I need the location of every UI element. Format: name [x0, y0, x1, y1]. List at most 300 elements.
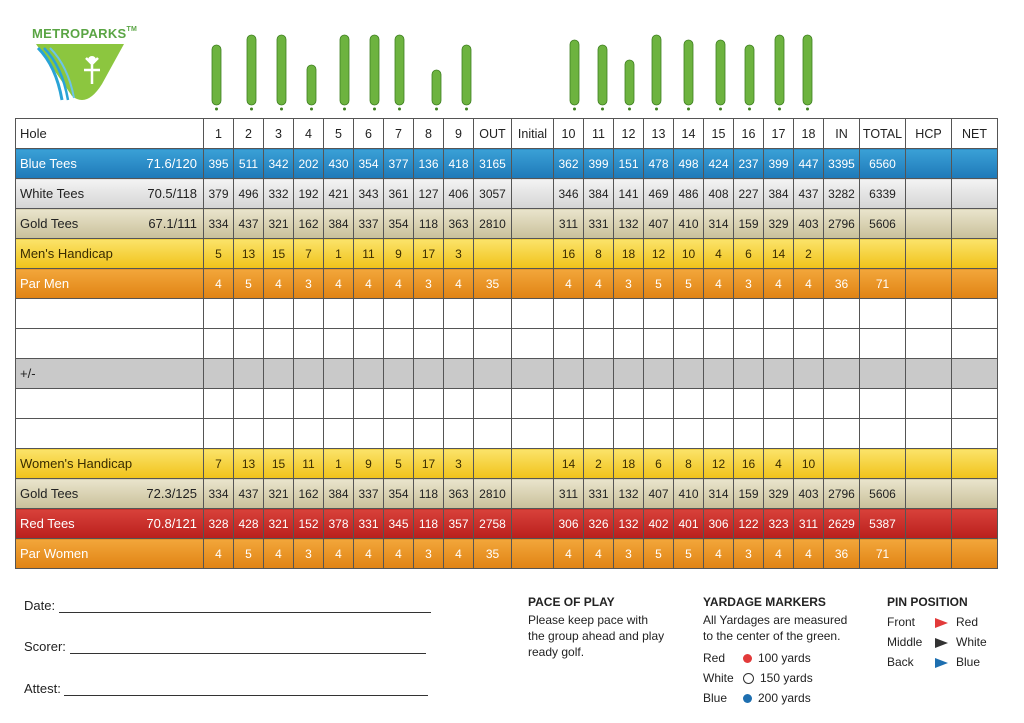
pin-pos-name: Back [887, 655, 914, 669]
score-entry-cell[interactable] [860, 359, 906, 389]
hole-diagram-icon [432, 70, 441, 111]
score-entry-cell[interactable] [906, 329, 952, 359]
score-entry-cell[interactable] [324, 299, 354, 329]
score-entry-cell[interactable] [554, 359, 584, 389]
table-cell: 16 [734, 449, 764, 479]
row-name: Par Women [20, 546, 89, 561]
header-cell: 13 [644, 119, 674, 149]
table-cell: 3395 [824, 149, 860, 179]
score-entry-cell[interactable] [384, 389, 414, 419]
table-cell: 4 [764, 269, 794, 299]
score-entry-cell[interactable] [734, 419, 764, 449]
table-cell: 337 [354, 479, 384, 509]
score-entry-cell[interactable] [952, 329, 998, 359]
score-entry-cell[interactable] [234, 299, 264, 329]
table-cell: 18 [614, 449, 644, 479]
score-entry-cell[interactable] [794, 329, 824, 359]
pace-line-2: the group ahead and play [528, 629, 665, 643]
score-entry-cell[interactable] [704, 299, 734, 329]
score-entry-cell[interactable] [354, 329, 384, 359]
pace-of-play [528, 594, 664, 660]
table-cell: 141 [614, 179, 644, 209]
score-entry-cell[interactable] [204, 359, 234, 389]
score-entry-cell[interactable] [324, 329, 354, 359]
row-label [16, 509, 204, 539]
score-entry-cell[interactable] [354, 389, 384, 419]
pin-item [887, 652, 987, 672]
score-entry-cell[interactable] [952, 359, 998, 389]
table-cell: 357 [444, 509, 474, 539]
table-cell: 334 [204, 209, 234, 239]
hole-diagram-icon [775, 35, 784, 111]
table-cell: 2 [794, 239, 824, 269]
date-field[interactable] [24, 598, 431, 613]
score-entry-cell[interactable] [584, 419, 614, 449]
score-entry-cell[interactable] [512, 329, 554, 359]
table-cell [906, 209, 952, 239]
score-entry-cell[interactable] [414, 359, 444, 389]
table-cell: 323 [764, 509, 794, 539]
score-entry-cell[interactable] [824, 419, 860, 449]
row-label [16, 179, 204, 209]
table-cell: 311 [554, 209, 584, 239]
table-cell [952, 539, 998, 569]
row-label [16, 269, 204, 299]
table-cell: 152 [294, 509, 324, 539]
header-cell: 7 [384, 119, 414, 149]
score-entry-cell[interactable] [324, 389, 354, 419]
pace-title: PACE OF PLAY [528, 595, 615, 609]
table-cell: 379 [204, 179, 234, 209]
score-entry-cell[interactable] [906, 419, 952, 449]
score-entry-cell[interactable] [824, 389, 860, 419]
score-entry-cell[interactable] [512, 389, 554, 419]
table-cell: 331 [354, 509, 384, 539]
score-entry-cell[interactable] [264, 359, 294, 389]
score-entry-cell[interactable] [952, 419, 998, 449]
table-cell: 311 [794, 509, 824, 539]
table-cell: 306 [554, 509, 584, 539]
score-entry-cell[interactable] [204, 389, 234, 419]
score-entry-cell[interactable] [614, 419, 644, 449]
hole-diagram-icon [652, 35, 661, 111]
score-entry-cell[interactable] [644, 299, 674, 329]
table-cell: 306 [704, 509, 734, 539]
score-entry-cell[interactable] [324, 359, 354, 389]
table-row [16, 209, 998, 239]
score-entry-cell[interactable] [554, 329, 584, 359]
table-cell: 227 [734, 179, 764, 209]
table-row [16, 419, 998, 449]
table-cell: 3 [414, 269, 444, 299]
yardage-color-name: Red [703, 651, 726, 665]
table-cell: 2810 [474, 479, 512, 509]
score-entry-cell[interactable] [512, 419, 554, 449]
table-cell: 4 [354, 539, 384, 569]
table-cell: 2 [584, 449, 614, 479]
yardage-color-name: Blue [703, 691, 728, 705]
hole-diagram-icon [570, 40, 579, 111]
table-cell: 8 [674, 449, 704, 479]
table-cell: 14 [554, 449, 584, 479]
table-cell: 4 [554, 269, 584, 299]
row-label [16, 419, 204, 449]
score-entry-cell[interactable] [294, 389, 324, 419]
score-entry-cell[interactable] [906, 389, 952, 419]
table-cell [906, 539, 952, 569]
table-cell: 447 [794, 149, 824, 179]
score-entry-cell[interactable] [324, 419, 354, 449]
table-cell: 345 [384, 509, 414, 539]
score-entry-cell[interactable] [674, 359, 704, 389]
table-cell: 10 [794, 449, 824, 479]
date-label: Date: [24, 598, 56, 613]
table-cell: 321 [264, 479, 294, 509]
table-cell: 384 [324, 479, 354, 509]
attest-field[interactable] [24, 681, 428, 696]
table-cell: 3 [614, 539, 644, 569]
score-entry-cell[interactable] [444, 359, 474, 389]
table-cell: 5606 [860, 209, 906, 239]
score-entry-cell[interactable] [384, 299, 414, 329]
score-entry-cell[interactable] [704, 389, 734, 419]
table-cell: 314 [704, 209, 734, 239]
yardage-distance: 100 yards [758, 651, 811, 665]
table-cell: 406 [444, 179, 474, 209]
score-entry-cell[interactable] [952, 299, 998, 329]
row-name: Par Men [20, 276, 70, 291]
score-entry-cell[interactable] [860, 329, 906, 359]
table-cell: 4 [764, 539, 794, 569]
table-cell: 4 [324, 269, 354, 299]
table-cell: 202 [294, 149, 324, 179]
score-entry-cell[interactable] [204, 419, 234, 449]
table-cell: 378 [324, 509, 354, 539]
table-cell [952, 449, 998, 479]
score-entry-cell[interactable] [734, 389, 764, 419]
score-entry-cell[interactable] [734, 299, 764, 329]
score-entry-cell[interactable] [906, 299, 952, 329]
score-entry-cell[interactable] [614, 329, 644, 359]
score-entry-cell[interactable] [644, 419, 674, 449]
table-cell: 122 [734, 509, 764, 539]
table-cell [952, 479, 998, 509]
table-cell: 4 [444, 269, 474, 299]
marker-dot-icon [743, 673, 754, 684]
score-entry-cell[interactable] [414, 329, 444, 359]
table-cell: 401 [674, 509, 704, 539]
table-cell [824, 449, 860, 479]
table-cell: 328 [204, 509, 234, 539]
table-cell: 403 [794, 209, 824, 239]
table-cell: 3 [444, 239, 474, 269]
score-entry-cell[interactable] [384, 419, 414, 449]
score-entry-cell[interactable] [794, 419, 824, 449]
score-entry-cell[interactable] [704, 419, 734, 449]
table-cell: 3 [294, 539, 324, 569]
score-entry-cell[interactable] [204, 299, 234, 329]
table-cell: 3282 [824, 179, 860, 209]
table-cell [906, 479, 952, 509]
score-entry-cell[interactable] [554, 419, 584, 449]
table-cell: 4 [324, 539, 354, 569]
header-cell: 11 [584, 119, 614, 149]
table-cell: 407 [644, 479, 674, 509]
table-cell: 4 [384, 269, 414, 299]
table-cell [952, 269, 998, 299]
score-entry-cell[interactable] [512, 299, 554, 329]
table-cell: 9 [354, 449, 384, 479]
score-entry-cell[interactable] [354, 299, 384, 329]
table-cell: 12 [704, 449, 734, 479]
table-cell: 18 [614, 239, 644, 269]
header-cell: 3 [264, 119, 294, 149]
score-entry-cell[interactable] [354, 359, 384, 389]
table-cell: 321 [264, 509, 294, 539]
score-entry-cell[interactable] [764, 329, 794, 359]
score-entry-cell[interactable] [354, 419, 384, 449]
attest-line[interactable] [64, 695, 428, 696]
header-cell: 6 [354, 119, 384, 149]
score-entry-cell[interactable] [764, 389, 794, 419]
row-label [16, 239, 204, 269]
score-entry-cell[interactable] [204, 329, 234, 359]
table-cell [512, 479, 554, 509]
table-cell: 478 [644, 149, 674, 179]
table-cell [512, 539, 554, 569]
score-entry-cell[interactable] [584, 329, 614, 359]
table-cell: 410 [674, 209, 704, 239]
score-entry-cell[interactable] [860, 419, 906, 449]
score-entry-cell[interactable] [764, 359, 794, 389]
row-label [16, 209, 204, 239]
score-entry-cell[interactable] [644, 389, 674, 419]
table-cell: 496 [234, 179, 264, 209]
score-entry-cell[interactable] [860, 299, 906, 329]
pin-flag-icon [935, 618, 948, 628]
table-cell: 4 [554, 539, 584, 569]
score-entry-cell[interactable] [474, 389, 512, 419]
yardage-item [703, 688, 847, 708]
score-entry-cell[interactable] [674, 419, 704, 449]
score-entry-cell[interactable] [414, 299, 444, 329]
table-cell: 4 [794, 269, 824, 299]
score-entry-cell[interactable] [384, 359, 414, 389]
row-label [16, 449, 204, 479]
score-entry-cell[interactable] [674, 389, 704, 419]
yardage-item [703, 668, 847, 688]
score-entry-cell[interactable] [614, 299, 644, 329]
table-row [16, 239, 998, 269]
table-row [16, 179, 998, 209]
hole-diagram-icon [598, 45, 607, 111]
score-entry-cell[interactable] [794, 389, 824, 419]
table-cell: 5 [234, 539, 264, 569]
score-entry-cell[interactable] [444, 329, 474, 359]
score-entry-cell[interactable] [264, 329, 294, 359]
table-cell: 4 [584, 269, 614, 299]
pin-flag-icon [935, 658, 948, 668]
score-entry-cell[interactable] [764, 419, 794, 449]
table-cell: 127 [414, 179, 444, 209]
table-cell: 2629 [824, 509, 860, 539]
header-cell: IN [824, 119, 860, 149]
logo-text: METROPARKS [32, 26, 127, 41]
table-cell: 192 [294, 179, 324, 209]
score-entry-cell[interactable] [824, 329, 860, 359]
table-cell [474, 449, 512, 479]
header-cell: OUT [474, 119, 512, 149]
header-row [16, 119, 998, 149]
table-cell [952, 239, 998, 269]
table-cell: 118 [414, 479, 444, 509]
score-entry-cell[interactable] [294, 299, 324, 329]
row-label [16, 149, 204, 179]
table-cell: 5 [674, 269, 704, 299]
date-line[interactable] [59, 612, 431, 613]
pin-flag-icon [935, 638, 948, 648]
score-entry-cell[interactable] [294, 419, 324, 449]
logo-tm: TM [126, 26, 138, 33]
hole-diagram-icon [247, 35, 256, 111]
score-entry-cell[interactable] [584, 299, 614, 329]
table-cell: 329 [764, 479, 794, 509]
score-entry-cell[interactable] [264, 419, 294, 449]
table-cell: 3 [414, 539, 444, 569]
score-entry-cell[interactable] [474, 299, 512, 329]
score-entry-cell[interactable] [234, 359, 264, 389]
score-entry-cell[interactable] [234, 329, 264, 359]
score-entry-cell[interactable] [704, 359, 734, 389]
table-cell: 3 [734, 269, 764, 299]
table-cell: 132 [614, 509, 644, 539]
score-entry-cell[interactable] [584, 359, 614, 389]
row-name: White Tees [20, 186, 85, 201]
score-entry-cell[interactable] [614, 359, 644, 389]
table-cell: 5 [204, 239, 234, 269]
table-cell: 437 [234, 479, 264, 509]
score-entry-cell[interactable] [384, 329, 414, 359]
score-entry-cell[interactable] [824, 299, 860, 329]
score-entry-cell[interactable] [444, 389, 474, 419]
header-cell: TOTAL [860, 119, 906, 149]
table-cell: 17 [414, 239, 444, 269]
score-entry-cell[interactable] [794, 299, 824, 329]
score-entry-cell[interactable] [906, 359, 952, 389]
table-cell [906, 509, 952, 539]
hole-diagrams [200, 30, 820, 115]
table-cell: 402 [644, 509, 674, 539]
score-entry-cell[interactable] [824, 359, 860, 389]
table-cell: 15 [264, 449, 294, 479]
row-rating: 71.6/120 [146, 156, 197, 171]
table-row [16, 539, 998, 569]
score-entry-cell[interactable] [554, 389, 584, 419]
row-rating: 70.5/118 [147, 186, 197, 201]
hole-diagram-icon [340, 35, 349, 111]
table-cell: 237 [734, 149, 764, 179]
score-entry-cell[interactable] [584, 389, 614, 419]
table-cell: 12 [644, 239, 674, 269]
score-entry-cell[interactable] [644, 329, 674, 359]
score-entry-cell[interactable] [234, 419, 264, 449]
score-entry-cell[interactable] [294, 359, 324, 389]
table-cell: 5 [674, 539, 704, 569]
pin-color-name: Red [956, 615, 979, 629]
table-row [16, 149, 998, 179]
header-cell: 4 [294, 119, 324, 149]
table-cell [952, 149, 998, 179]
table-cell [952, 509, 998, 539]
table-cell: 332 [264, 179, 294, 209]
scorer-field[interactable] [24, 639, 426, 654]
score-entry-cell[interactable] [474, 419, 512, 449]
header-cell: 14 [674, 119, 704, 149]
score-entry-cell[interactable] [674, 299, 704, 329]
score-entry-cell[interactable] [512, 359, 554, 389]
score-entry-cell[interactable] [614, 389, 644, 419]
hole-diagram-icon [307, 65, 316, 111]
score-entry-cell[interactable] [952, 389, 998, 419]
table-cell: 486 [674, 179, 704, 209]
table-cell: 3165 [474, 149, 512, 179]
score-entry-cell[interactable] [704, 329, 734, 359]
yardage-item [703, 648, 847, 668]
marker-dot-icon [743, 654, 752, 663]
table-row [16, 359, 998, 389]
table-row [16, 389, 998, 419]
table-cell: 151 [614, 149, 644, 179]
score-entry-cell[interactable] [644, 359, 674, 389]
scorer-line[interactable] [70, 653, 426, 654]
score-entry-cell[interactable] [734, 329, 764, 359]
table-cell: 4 [794, 539, 824, 569]
table-cell: 354 [384, 479, 414, 509]
row-label [16, 389, 204, 419]
table-cell: 430 [324, 149, 354, 179]
table-cell: 410 [674, 479, 704, 509]
score-entry-cell[interactable] [234, 389, 264, 419]
metroparks-logo [32, 26, 142, 110]
hole-diagram-icon [625, 60, 634, 111]
header-cell: 18 [794, 119, 824, 149]
score-entry-cell[interactable] [474, 329, 512, 359]
score-entry-cell[interactable] [414, 419, 444, 449]
table-cell: 2796 [824, 209, 860, 239]
table-cell: 428 [234, 509, 264, 539]
score-entry-cell[interactable] [444, 299, 474, 329]
score-entry-cell[interactable] [414, 389, 444, 419]
table-cell: 5 [644, 539, 674, 569]
score-entry-cell[interactable] [674, 329, 704, 359]
table-cell: 16 [554, 239, 584, 269]
score-entry-cell[interactable] [264, 299, 294, 329]
score-entry-cell[interactable] [474, 359, 512, 389]
score-entry-cell[interactable] [794, 359, 824, 389]
score-entry-cell[interactable] [860, 389, 906, 419]
table-cell [512, 209, 554, 239]
score-entry-cell[interactable] [444, 419, 474, 449]
score-entry-cell[interactable] [764, 299, 794, 329]
score-entry-cell[interactable] [264, 389, 294, 419]
table-cell: 162 [294, 479, 324, 509]
score-entry-cell[interactable] [294, 329, 324, 359]
table-cell: 4 [204, 539, 234, 569]
score-entry-cell[interactable] [734, 359, 764, 389]
hole-diagram-icon [395, 35, 404, 111]
score-entry-cell[interactable] [554, 299, 584, 329]
table-row [16, 449, 998, 479]
